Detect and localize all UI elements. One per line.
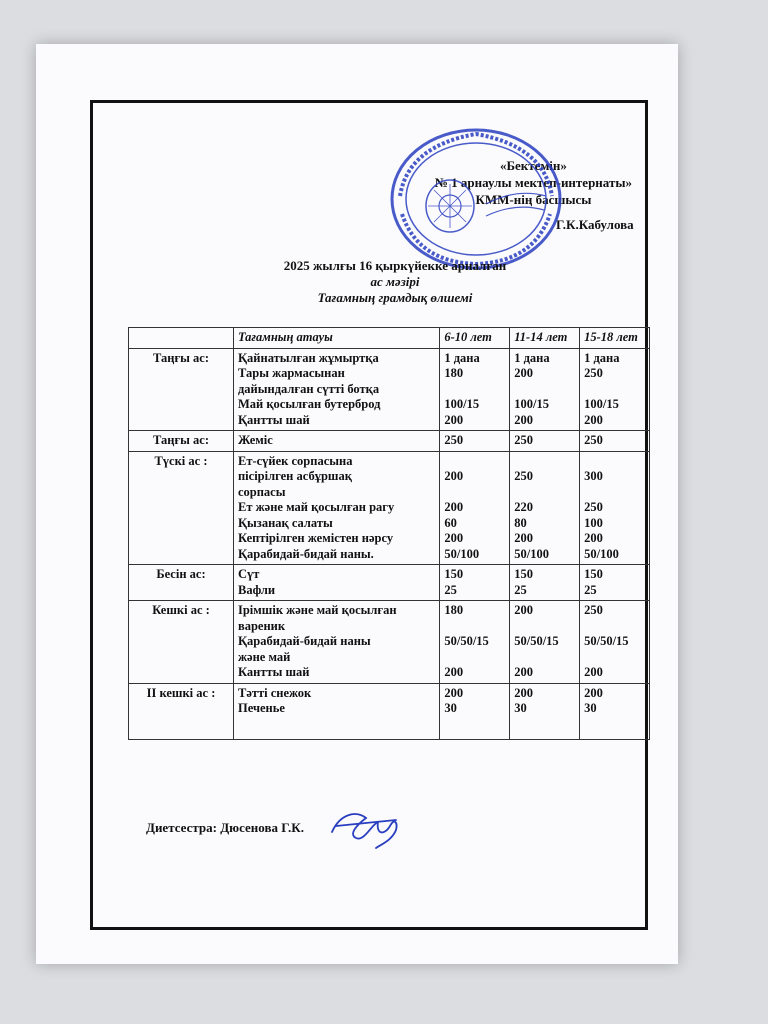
meal-label: Түскі ас : xyxy=(154,453,208,468)
table-header-row xyxy=(129,328,650,349)
table-row xyxy=(129,683,650,739)
dietitian-signoff: Диетсестра: Дюсенова Г.К. xyxy=(146,820,304,835)
header-age-6-10: 6-10 лет xyxy=(440,328,510,349)
portion-value xyxy=(584,382,645,398)
portion-value xyxy=(514,454,575,470)
dish-line: Қарабидай-бидай наны xyxy=(237,634,371,648)
header-age-15-18: 15-18 лет xyxy=(580,328,650,349)
portion-value: 200 xyxy=(444,685,464,700)
portion-value: 25 xyxy=(584,582,597,597)
dish-list-cell xyxy=(233,601,439,684)
dish-line: Қайнатылған жұмыртқа xyxy=(237,350,379,365)
approval-line-2: № 1 арнаулы мектеп-интернаты» xyxy=(434,175,632,190)
portion-value: 1 дана xyxy=(584,350,620,365)
portion-value: 25 xyxy=(444,582,457,597)
portion-value: 250 xyxy=(514,433,533,447)
portion-value: 200 xyxy=(514,366,533,380)
meal-label: Кешкі ас : xyxy=(152,603,210,617)
portion-value: 250 xyxy=(584,500,603,514)
portion-value: 300 xyxy=(584,469,603,483)
portion-value: 1 дана xyxy=(444,350,480,365)
portion-age-6-10-cell xyxy=(440,683,510,739)
portion-value: 200 xyxy=(584,665,603,679)
portion-value xyxy=(514,485,575,501)
portion-age-11-14-cell xyxy=(510,348,580,431)
dish-line: Ет-сүйек сорпасына xyxy=(237,453,353,468)
meal-name-cell xyxy=(129,565,234,601)
portion-value: 150 xyxy=(584,567,603,581)
meal-label: Таңғы ас: xyxy=(152,350,209,365)
portion-value: 220 xyxy=(514,500,533,514)
portion-age-11-14-cell xyxy=(510,601,580,684)
meal-label: ІІ кешкі ас : xyxy=(146,685,216,700)
portion-value xyxy=(444,382,505,398)
portion-value: 200 xyxy=(444,469,464,483)
portion-age-6-10-cell xyxy=(440,601,510,684)
portion-value: 250 xyxy=(584,433,603,447)
heading-title: ас мәзірі xyxy=(370,274,420,289)
table-row xyxy=(129,451,650,565)
dish-list-cell xyxy=(233,348,439,431)
dish-line: Вафли xyxy=(237,582,276,597)
portion-value xyxy=(514,382,575,398)
meal-name-cell xyxy=(129,451,234,565)
heading-subtitle: Тағамның грамдық өлшемі xyxy=(317,290,473,305)
meal-name-cell xyxy=(129,431,234,452)
portion-value: 100 xyxy=(584,515,603,530)
dish-line: Кептірілген жемістен нәрсу xyxy=(237,531,394,545)
portion-value: 150 xyxy=(514,567,533,581)
portion-value: 50/100 xyxy=(514,546,549,561)
heading-date: 2025 жылғы 16 қыркүйекке арналған xyxy=(283,258,507,273)
portion-value: 200 xyxy=(514,685,533,700)
portion-age-15-18-cell xyxy=(580,348,650,431)
portion-value: 180 xyxy=(444,366,464,380)
signature-icon xyxy=(326,804,406,850)
portion-value: 25 xyxy=(514,582,527,597)
meal-label: Таңғы ас: xyxy=(152,433,209,447)
dish-line: сорпасы xyxy=(237,484,286,499)
meal-name-cell xyxy=(129,601,234,684)
portion-value: 100/15 xyxy=(514,397,549,411)
portion-value: 200 xyxy=(584,412,603,427)
table-row xyxy=(129,565,650,601)
portion-value: 200 xyxy=(514,412,533,427)
portion-value: 250 xyxy=(584,366,603,380)
portion-value: 180 xyxy=(444,603,464,617)
portion-age-11-14-cell xyxy=(510,451,580,565)
dish-line: Ет және май қосылған рагу xyxy=(237,500,395,514)
dish-list-cell xyxy=(233,431,439,452)
dish-line: Қантты шай xyxy=(237,412,310,427)
dish-line: Қызанақ салаты xyxy=(237,515,333,530)
portion-value: 50/50/15 xyxy=(444,634,489,648)
portion-value: 100/15 xyxy=(584,397,619,411)
portion-age-6-10-cell xyxy=(440,348,510,431)
portion-value: 250 xyxy=(514,469,533,483)
portion-age-11-14-cell xyxy=(510,683,580,739)
portion-value: 30 xyxy=(514,701,527,715)
portion-value: 200 xyxy=(444,500,464,514)
portion-value xyxy=(514,619,575,635)
portion-value: 200 xyxy=(514,603,533,617)
portion-value xyxy=(444,454,505,470)
meal-name-cell xyxy=(129,683,234,739)
portion-value: 100/15 xyxy=(444,397,480,411)
table-row xyxy=(129,348,650,431)
header-dish: Тағамның атауы xyxy=(233,328,439,349)
portion-value: 200 xyxy=(514,531,533,545)
portion-age-15-18-cell xyxy=(580,683,650,739)
portion-value xyxy=(584,454,645,470)
portion-value xyxy=(514,650,575,666)
portion-age-15-18-cell xyxy=(580,451,650,565)
portion-age-6-10-cell xyxy=(440,431,510,452)
dish-line: және май xyxy=(237,649,291,664)
portion-age-6-10-cell xyxy=(440,565,510,601)
dish-line: Печенье xyxy=(237,701,285,715)
header-age-11-14: 11-14 лет xyxy=(510,328,580,349)
portion-value: 200 xyxy=(584,685,603,700)
portion-value: 50/50/15 xyxy=(514,634,559,648)
menu-table xyxy=(128,327,650,740)
portion-age-15-18-cell xyxy=(580,565,650,601)
approval-line-1: «Бектемін» xyxy=(499,158,567,173)
dish-line: Кантты шай xyxy=(237,665,310,679)
portion-value: 200 xyxy=(444,412,464,427)
portion-value: 200 xyxy=(444,665,464,679)
portion-value: 200 xyxy=(444,531,464,545)
meal-name-cell xyxy=(129,348,234,431)
table-row xyxy=(129,431,650,452)
portion-value: 50/100 xyxy=(584,546,619,561)
portion-value xyxy=(584,619,645,635)
table-row xyxy=(129,601,650,684)
portion-value: 80 xyxy=(514,515,527,530)
dish-line: Май қосылған бутерброд xyxy=(237,397,381,411)
dish-line: Ірімшік және май қосылған xyxy=(237,603,397,617)
portion-value: 50/50/15 xyxy=(584,634,629,648)
dish-line: Сүт xyxy=(237,567,260,581)
portion-value: 250 xyxy=(584,603,603,617)
portion-value: 1 дана xyxy=(514,350,550,365)
portion-value: 250 xyxy=(444,433,464,447)
meal-label: Бесін ас: xyxy=(156,567,206,581)
portion-value: 200 xyxy=(514,665,533,679)
dish-line: Қарабидай-бидай наны. xyxy=(237,546,374,561)
portion-value xyxy=(444,650,505,666)
portion-age-11-14-cell xyxy=(510,565,580,601)
dish-list-cell xyxy=(233,451,439,565)
header-meal xyxy=(129,328,234,349)
portion-value xyxy=(444,619,505,635)
director-name: Г.К.Кабулова xyxy=(556,217,634,232)
dish-line: Жеміс xyxy=(237,433,273,447)
official-seal-icon xyxy=(388,126,564,272)
portion-value: 150 xyxy=(444,567,464,581)
dish-line: вареник xyxy=(237,618,286,633)
portion-age-15-18-cell xyxy=(580,431,650,452)
dish-line: Тары жармасынан xyxy=(237,366,345,380)
portion-value: 30 xyxy=(444,701,457,715)
portion-value xyxy=(584,650,645,666)
menu-heading xyxy=(230,258,560,306)
portion-value: 200 xyxy=(584,531,603,545)
portion-age-6-10-cell xyxy=(440,451,510,565)
portion-value: 30 xyxy=(584,701,597,715)
portion-value xyxy=(444,485,505,501)
dish-line: пісірілген асбұршақ xyxy=(237,469,352,483)
portion-age-15-18-cell xyxy=(580,601,650,684)
approval-line-3: КММ-нің басшысы xyxy=(475,192,592,207)
portion-age-11-14-cell xyxy=(510,431,580,452)
portion-value: 60 xyxy=(444,515,457,530)
dish-list-cell xyxy=(233,683,439,739)
dish-line: Тәтті снежок xyxy=(237,685,312,700)
dish-list-cell xyxy=(233,565,439,601)
portion-value xyxy=(584,485,645,501)
dish-line: дайындалған сүтті ботқа xyxy=(237,381,380,396)
portion-value: 50/100 xyxy=(444,546,480,561)
